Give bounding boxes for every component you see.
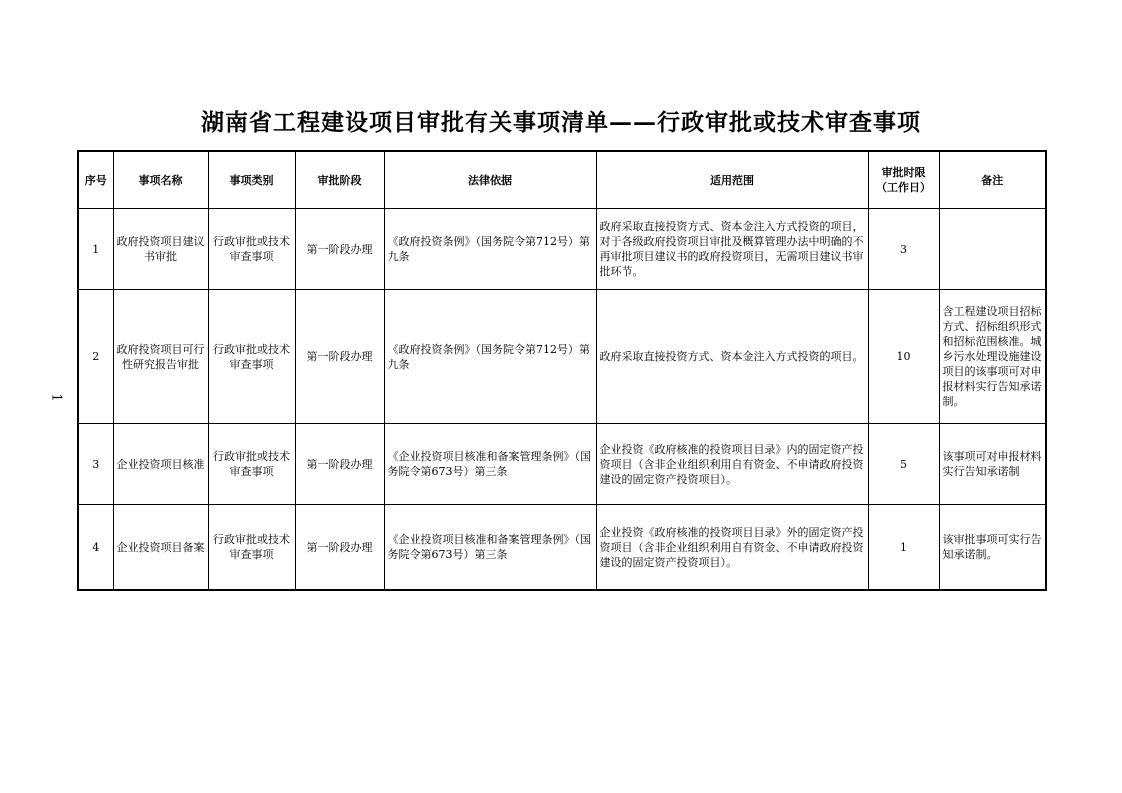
table-row [78, 290, 1046, 424]
cell-category: 行政审批或技术审查事项 [208, 290, 295, 424]
header-name: 事项名称 [113, 151, 208, 209]
cell-time-limit: 10 [868, 290, 939, 424]
cell-legal-basis: 《企业投资项目核准和备案管理条例》（国务院令第673号）第三条 [384, 505, 596, 591]
cell-name: 政府投资项目可行性研究报告审批 [113, 290, 208, 424]
cell-seq: 2 [78, 290, 113, 424]
approval-items-table [77, 150, 1047, 591]
header-remarks: 备注 [939, 151, 1046, 209]
cell-legal-basis: 《政府投资条例》（国务院令第712号）第九条 [384, 209, 596, 290]
cell-category: 行政审批或技术审查事项 [208, 505, 295, 591]
cell-scope: 政府采取直接投资方式、资本金注入方式投资的项目，对于各级政府投资项目审批及概算管理办法中明确的不再审批项目建议书的政府投资项目，无需项目建议书审批环节。 [596, 209, 868, 290]
table-row [78, 424, 1046, 505]
cell-remarks: 含工程建设项目招标方式、招标组织形式和招标范围核准。城乡污水处理设施建设项目的该事项可对申报材料实行告知承诺制。 [939, 290, 1046, 424]
cell-remarks [939, 209, 1046, 290]
cell-scope: 企业投资《政府核准的投资项目目录》外的固定资产投资项目（含非企业组织利用自有资金、不申请政府投资建设的固定资产投资项目）。 [596, 505, 868, 591]
cell-remarks: 该事项可对申报材料实行告知承诺制 [939, 424, 1046, 505]
header-stage: 审批阶段 [295, 151, 384, 209]
header-time-limit: 审批时限（工作日） [868, 151, 939, 209]
table-row [78, 209, 1046, 290]
cell-category: 行政审批或技术审查事项 [208, 424, 295, 505]
cell-seq: 4 [78, 505, 113, 591]
page-number: 1 [48, 393, 64, 402]
cell-legal-basis: 《企业投资项目核准和备案管理条例》（国务院令第673号）第三条 [384, 424, 596, 505]
cell-name: 政府投资项目建议书审批 [113, 209, 208, 290]
cell-time-limit: 5 [868, 424, 939, 505]
cell-name: 企业投资项目核准 [113, 424, 208, 505]
cell-time-limit: 1 [868, 505, 939, 591]
cell-stage: 第一阶段办理 [295, 290, 384, 424]
cell-legal-basis: 《政府投资条例》（国务院令第712号）第九条 [384, 290, 596, 424]
cell-name: 企业投资项目备案 [113, 505, 208, 591]
header-seq: 序号 [78, 151, 113, 209]
document-title: 湖南省工程建设项目审批有关事项清单——行政审批或技术审查事项 [201, 109, 921, 136]
cell-stage: 第一阶段办理 [295, 209, 384, 290]
header-scope: 适用范围 [596, 151, 868, 209]
cell-category: 行政审批或技术审查事项 [208, 209, 295, 290]
header-category: 事项类别 [208, 151, 295, 209]
cell-scope: 政府采取直接投资方式、资本金注入方式投资的项目。 [596, 290, 868, 424]
cell-remarks: 该审批事项可实行告知承诺制。 [939, 505, 1046, 591]
cell-stage: 第一阶段办理 [295, 424, 384, 505]
table-header-row [78, 151, 1046, 209]
cell-seq: 3 [78, 424, 113, 505]
cell-stage: 第一阶段办理 [295, 505, 384, 591]
table-row [78, 505, 1046, 591]
header-legal-basis: 法律依据 [384, 151, 596, 209]
cell-time-limit: 3 [868, 209, 939, 290]
cell-seq: 1 [78, 209, 113, 290]
cell-scope: 企业投资《政府核准的投资项目目录》内的固定资产投资项目（含非企业组织利用自有资金、不申请政府投资建设的固定资产投资项目）。 [596, 424, 868, 505]
